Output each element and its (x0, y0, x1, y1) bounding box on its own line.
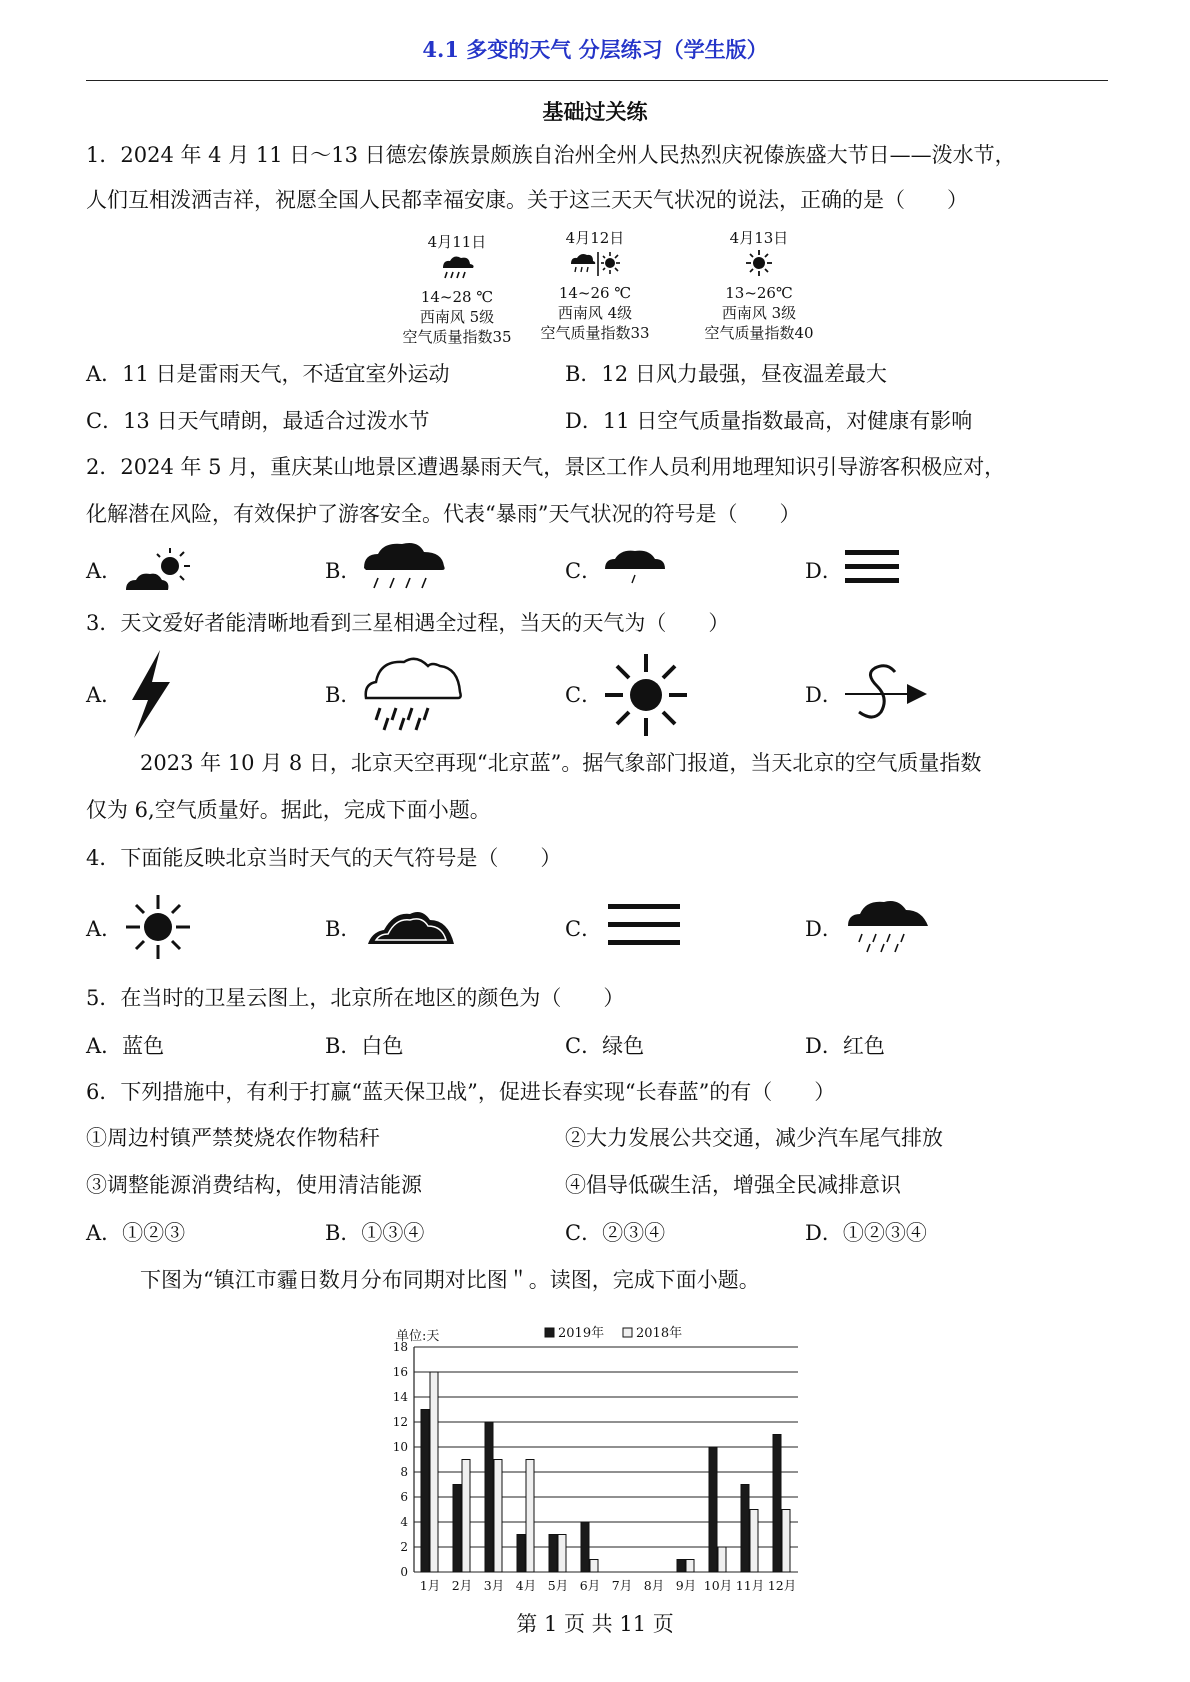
q6-option-c[interactable]: C．②③④ (565, 1221, 666, 1245)
forecast-aqi: 空气质量指数40 (704, 324, 814, 342)
passage1-line1: 2023 年 10 月 8 日，北京天空再现“北京蓝”。据气象部门报道，当天北京的空气质量指数 (140, 751, 982, 775)
x-tick-label: 2月 (451, 1578, 473, 1593)
q5-line1: 5．在当时的卫星云图上，北京所在地区的颜色为（ ） (86, 986, 625, 1010)
section-title: 基础过关练 (542, 99, 648, 124)
q4-option-a[interactable]: A． (86, 917, 123, 941)
bar-2019年-9月 (677, 1560, 685, 1573)
q2-line1: 2．2024 年 5 月，重庆某山地景区遭遇暴雨天气，景区工作人员利用地理知识引导游客积极应对， (86, 455, 1006, 479)
bar-2019年-3月 (485, 1422, 493, 1572)
q2-option-b[interactable]: B． (325, 559, 362, 583)
forecast-wind: 西南风 4级 (557, 304, 633, 322)
forecast-temp: 13~26℃ (725, 284, 793, 302)
forecast-date: 4月13日 (729, 229, 789, 247)
cloudy-sunny-icon (124, 546, 200, 596)
header-rule (86, 80, 1108, 81)
forecast-aqi: 空气质量指数33 (540, 324, 650, 342)
q3-option-c[interactable]: C． (565, 683, 603, 707)
bar-2018年-3月 (494, 1460, 502, 1573)
x-tick-label: 4月 (515, 1578, 537, 1593)
legend-label: 2018年 (636, 1326, 683, 1341)
bar-2018年-9月 (686, 1560, 694, 1573)
forecast-day-3 (684, 228, 834, 343)
y-tick-label: 4 (400, 1515, 408, 1529)
sandstorm-icon (843, 660, 929, 728)
lightning-icon (124, 648, 176, 740)
q3-option-b[interactable]: B． (325, 683, 362, 707)
legend-swatch (545, 1328, 554, 1337)
q2-option-a[interactable]: A． (86, 559, 123, 583)
bar-2019年-4月 (517, 1535, 525, 1573)
bar-2018年-11月 (750, 1510, 758, 1573)
y-tick-label: 6 (400, 1490, 408, 1504)
q1-option-b[interactable]: B．12 日风力最强，昼夜温差最大 (565, 362, 887, 386)
forecast-day-1 (382, 232, 532, 347)
q2-option-d[interactable]: D． (805, 559, 843, 583)
bar-2018年-10月 (718, 1547, 726, 1572)
y-tick-label: 16 (392, 1365, 408, 1379)
bar-2019年-10月 (709, 1447, 717, 1572)
bar-2018年-5月 (558, 1535, 566, 1573)
q5-option-b[interactable]: B．白色 (325, 1034, 404, 1058)
passage2-line1: 下图为“镇江市霾日数月分布同期对比图＂。读图，完成下面小题。 (140, 1268, 760, 1292)
y-tick-label: 18 (392, 1340, 408, 1354)
q1-line1: 1．2024 年 4 月 11 日～13 日德宏傣族景颇族自治州全州人民热烈庆祝傣族盛大节日——泼水节， (86, 143, 1016, 167)
rain-sun-icon (567, 248, 623, 278)
q6-line1: 6．下列措施中，有利于打赢“蓝天保卫战”，促进长春实现“长春蓝”的有（ ） (86, 1080, 836, 1104)
q4-line1: 4．下面能反映北京当时天气的天气符号是（ ） (86, 846, 562, 870)
x-tick-label: 7月 (611, 1578, 633, 1593)
y-tick-label: 14 (392, 1390, 408, 1404)
x-tick-label: 12月 (767, 1578, 797, 1593)
cloudy-icon (364, 902, 460, 950)
q6-item-1: ①周边村镇严禁焚烧农作物秸秆 (86, 1126, 380, 1150)
bar-2019年-11月 (741, 1485, 749, 1573)
forecast-date: 4月12日 (565, 229, 625, 247)
bar-2019年-6月 (581, 1522, 589, 1572)
q2-option-c[interactable]: C． (565, 559, 603, 583)
light-rain-icon (846, 896, 936, 960)
fog-icon (845, 548, 901, 588)
q6-option-b[interactable]: B．①③④ (325, 1221, 425, 1245)
bar-2019年-2月 (453, 1485, 461, 1573)
thunder-rain-icon (437, 252, 477, 282)
passage1-line2: 仅为 6,空气质量好。据此，完成下面小题。 (86, 798, 491, 822)
q1-option-d[interactable]: D．11 日空气质量指数最高，对健康有影响 (565, 409, 973, 433)
sun-icon (603, 652, 689, 738)
legend-label: 2019年 (558, 1326, 605, 1341)
q6-option-d[interactable]: D．①②③④ (805, 1221, 927, 1245)
q6-item-3: ③调整能源消费结构，使用清洁能源 (86, 1173, 422, 1197)
q5-option-d[interactable]: D．红色 (805, 1034, 885, 1058)
q6-item-4: ④倡导低碳生活，增强全民减排意识 (565, 1173, 901, 1197)
x-tick-label: 9月 (675, 1578, 697, 1593)
bar-2018年-4月 (526, 1460, 534, 1573)
y-tick-label: 8 (400, 1465, 408, 1479)
forecast-temp: 14~26 ℃ (558, 284, 632, 302)
x-tick-label: 3月 (483, 1578, 505, 1593)
bar-2018年-12月 (782, 1510, 790, 1573)
fog-icon (608, 902, 684, 950)
rain-cloud-icon (362, 654, 466, 734)
x-tick-label: 6月 (579, 1578, 601, 1593)
light-rain-icon (603, 545, 669, 589)
q5-option-a[interactable]: A．蓝色 (86, 1034, 165, 1058)
x-tick-label: 10月 (703, 1578, 733, 1593)
page-header-title: 4.1 多变的天气 分层练习（学生版） (422, 37, 768, 62)
heavy-rain-icon (362, 540, 448, 598)
bar-2018年-6月 (590, 1560, 598, 1573)
q4-option-d[interactable]: D． (805, 917, 843, 941)
x-tick-label: 1月 (419, 1578, 441, 1593)
haze-days-bar-chart (380, 1310, 820, 1600)
q1-option-a[interactable]: A．11 日是雷雨天气，不适宜室外运动 (86, 362, 450, 386)
forecast-date: 4月11日 (427, 233, 487, 251)
page-footer: 第 1 页 共 11 页 (516, 1612, 674, 1636)
q6-item-2: ②大力发展公共交通，减少汽车尾气排放 (565, 1126, 943, 1150)
y-tick-label: 2 (400, 1540, 408, 1554)
x-tick-label: 5月 (547, 1578, 569, 1593)
forecast-wind: 西南风 3级 (721, 304, 797, 322)
q5-option-c[interactable]: C．绿色 (565, 1034, 645, 1058)
q4-option-c[interactable]: C． (565, 917, 603, 941)
q1-line2: 人们互相泼洒吉祥，祝愿全国人民都幸福安康。关于这三天天气状况的说法，正确的是（ ） (86, 188, 968, 212)
y-tick-label: 10 (392, 1440, 408, 1454)
forecast-wind: 西南风 5级 (419, 308, 495, 326)
q1-option-c[interactable]: C．13 日天气晴朗，最适合过泼水节 (86, 409, 430, 433)
q3-option-d[interactable]: D． (805, 683, 843, 707)
q3-line1: 3．天文爱好者能清晰地看到三星相遇全过程，当天的天气为（ ） (86, 611, 730, 635)
forecast-temp: 14~28 ℃ (420, 288, 494, 306)
sunny-icon (124, 893, 192, 961)
bar-2019年-1月 (421, 1410, 429, 1573)
forecast-day-2 (520, 228, 670, 343)
forecast-aqi: 空气质量指数35 (402, 328, 512, 346)
y-axis-label: 单位:天 (396, 1329, 440, 1344)
bar-2018年-1月 (430, 1372, 438, 1572)
q6-option-a[interactable]: A．①②③ (86, 1221, 186, 1245)
bar-2019年-5月 (549, 1535, 557, 1573)
sunny-icon (741, 248, 777, 278)
q4-option-b[interactable]: B． (325, 917, 362, 941)
y-tick-label: 0 (400, 1565, 408, 1579)
y-tick-label: 12 (392, 1415, 408, 1429)
bar-2018年-2月 (462, 1460, 470, 1573)
q3-option-a[interactable]: A． (86, 683, 123, 707)
q2-line2: 化解潜在风险，有效保护了游客安全。代表“暴雨”天气状况的符号是（ ） (86, 502, 801, 526)
x-tick-label: 11月 (735, 1578, 765, 1593)
bar-2019年-12月 (773, 1435, 781, 1573)
x-tick-label: 8月 (643, 1578, 665, 1593)
legend-swatch (623, 1328, 632, 1337)
